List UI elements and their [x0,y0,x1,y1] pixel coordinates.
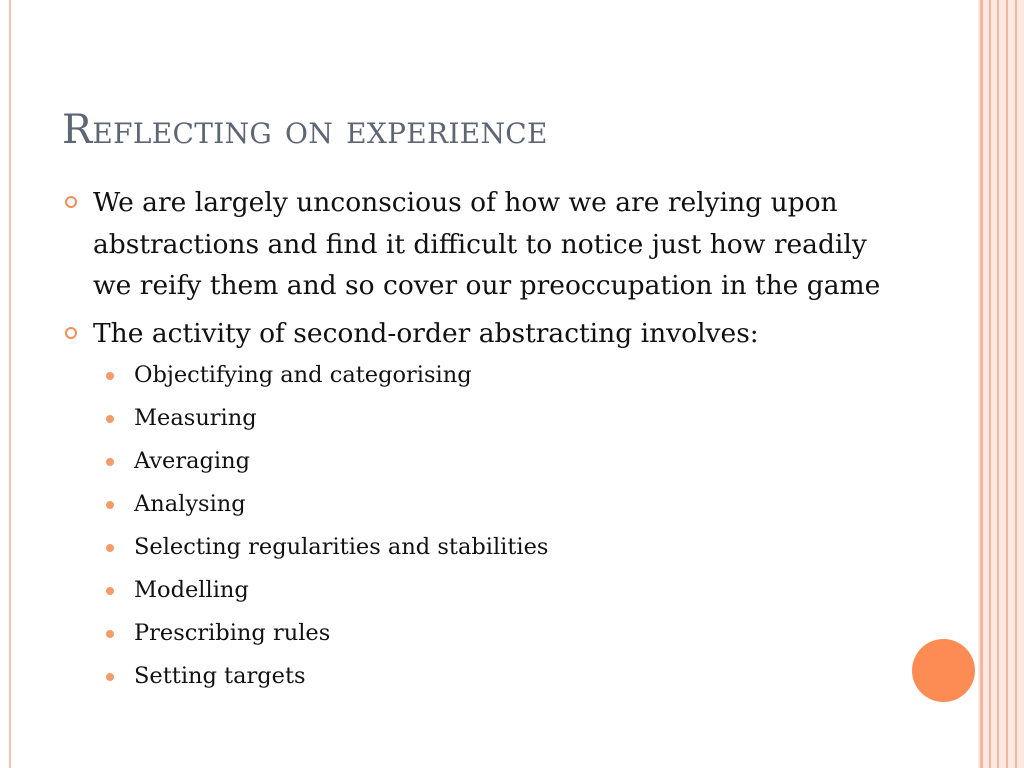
hollow-circle-icon [65,196,77,208]
sub-bullet-text: Modelling [134,577,249,603]
filled-circle-icon [106,587,114,595]
sub-bullet-text: Averaging [134,448,251,474]
sub-bullet-item [104,569,908,612]
filled-circle-icon [106,372,114,380]
sub-bullet-text: Prescribing rules [134,620,331,646]
sub-bullet-item [104,612,908,655]
sub-bullet-item [104,483,908,526]
sub-bullet-text: Analysing [134,491,246,517]
right-stripe [1015,0,1017,768]
sub-bullet-item [104,440,908,483]
filled-circle-icon [106,630,114,638]
slide-title: Reflecting on experience [62,107,548,153]
right-stripe [989,0,991,768]
bullet-text: The activity of second-order abstracting involves: [93,317,759,349]
sub-bullet-item [104,354,908,397]
right-stripe [997,0,999,768]
sub-bullet-item [104,655,908,698]
hollow-circle-icon [65,327,77,339]
sub-bullet-text: Setting targets [134,663,306,689]
right-stripe [1006,0,1008,768]
bullet-item [62,313,908,699]
sub-bullet-list [93,354,908,698]
filled-circle-icon [106,415,114,423]
filled-circle-icon [106,673,114,681]
bullet-text: We are largely unconscious of how we are relying upon abstractions and find it difficult to notice just how readily we reify them and so cover our preoccupation in the game [93,187,881,301]
sub-bullet-text: Objectifying and categorising [134,362,472,388]
filled-circle-icon [106,458,114,466]
filled-circle-icon [106,501,114,509]
sub-bullet-text: Measuring [134,405,257,431]
sub-bullet-text: Selecting regularities and stabilities [134,534,549,560]
sub-bullet-item [104,526,908,569]
decorative-circle [912,639,975,702]
sub-bullet-item [104,397,908,440]
filled-circle-icon [106,544,114,552]
bullet-item [62,182,908,307]
right-decorative-panel [978,0,1024,768]
right-stripe [980,0,983,768]
left-border-line [9,0,11,768]
bullet-list [62,182,908,704]
